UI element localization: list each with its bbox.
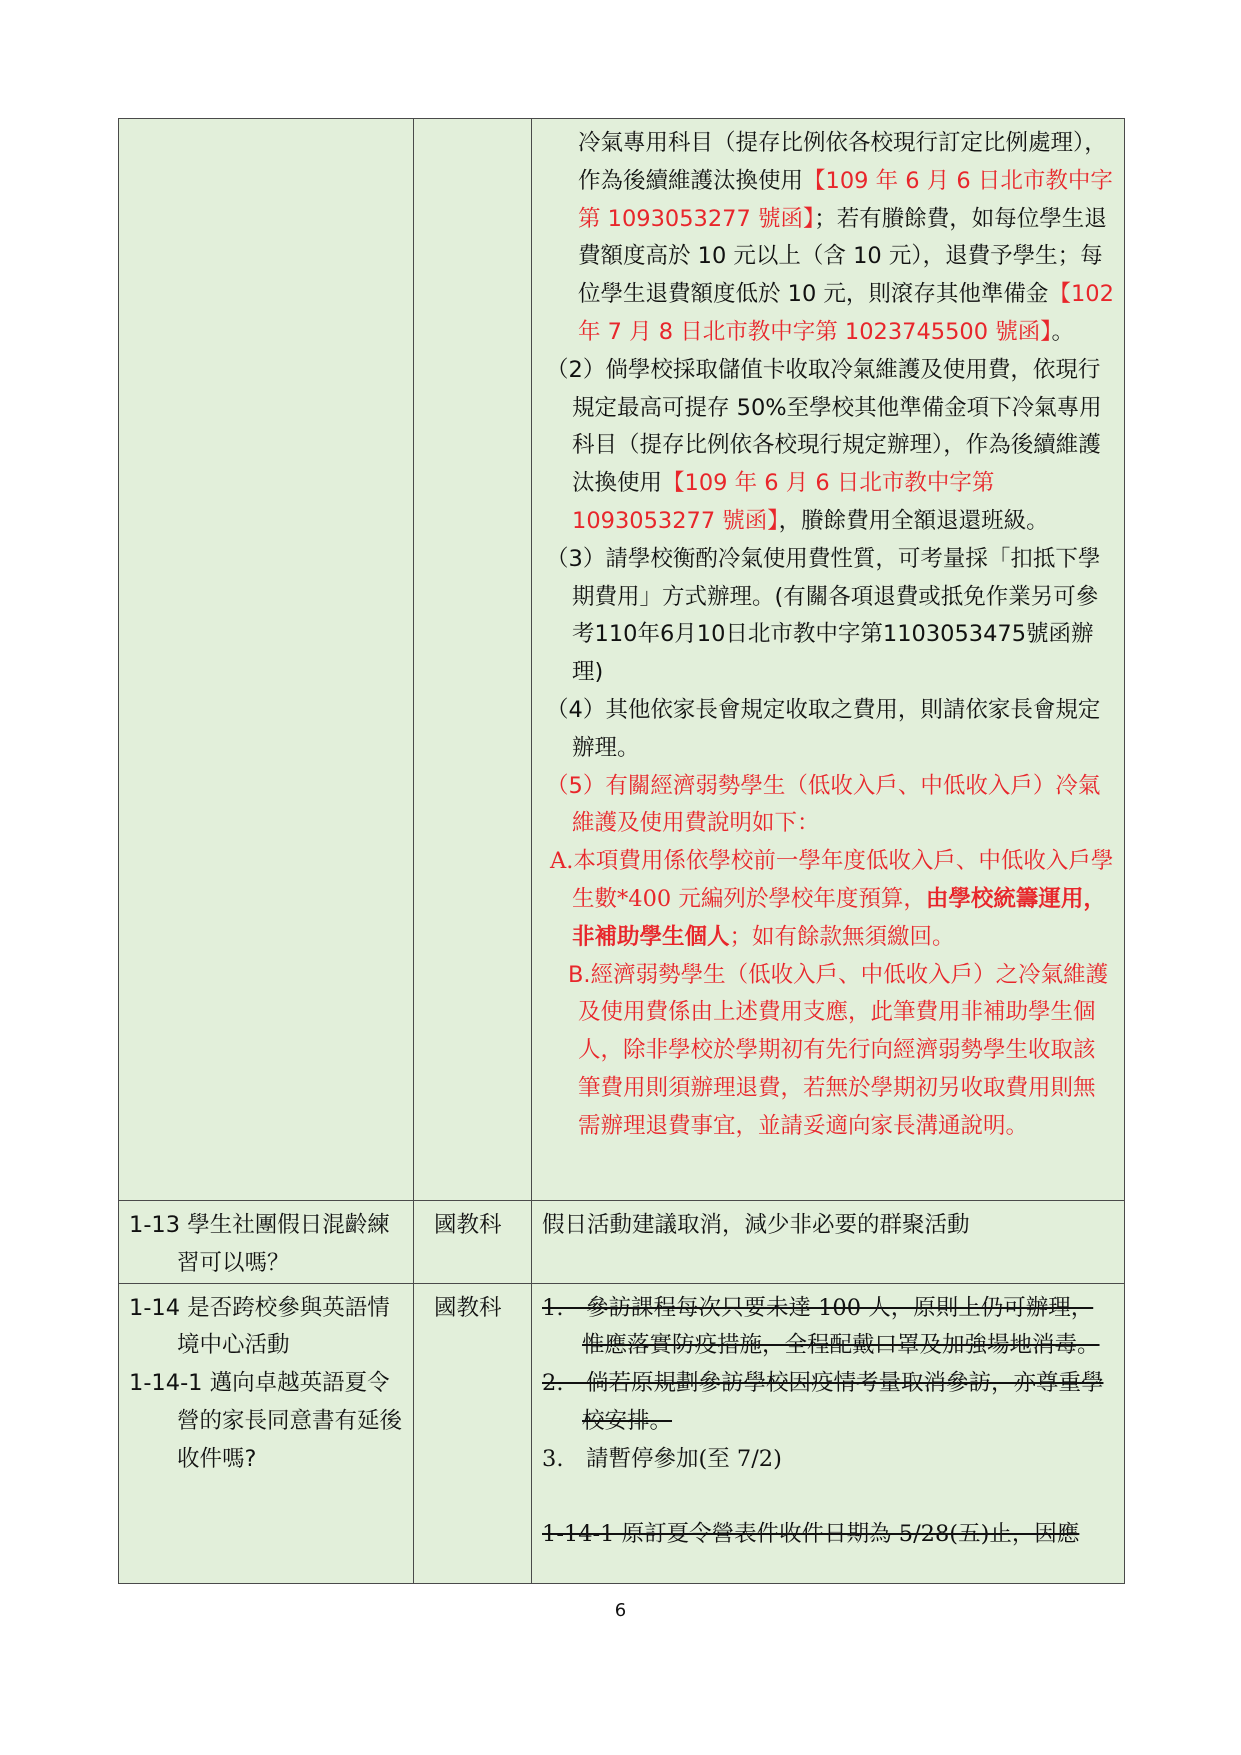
- item-4: （4）其他依家長會規定收取之費用，則請依家長會規定辦理。: [546, 696, 1101, 761]
- unit-label: 國教科: [434, 1294, 502, 1321]
- item-3: （3）請學校衡酌冷氣使用費性質，可考量採「扣抵下學期費用」方式辦理。(有關各項退費或抵免作業另可參考110年6月10日北市教中字第1103053475號函辦理): [546, 545, 1101, 686]
- answer-cell: [532, 1283, 1125, 1583]
- question-cell: [119, 119, 414, 1201]
- item-1-segment: 【109 年 6 月 6 日北市教中字第 1093053277 號函】: [578, 167, 1113, 232]
- question-1-13: 1-13 學生社團假日混齡練習可以嗎？: [129, 1212, 390, 1276]
- item-1-continued: [542, 125, 1114, 352]
- item-1-segment: ；若有賸餘費，如每位學生退費額度高於 10 元以上（含 10 元），退費予學生；每位學生退費額度低於 10 元，則滾存其他準備金: [578, 205, 1107, 308]
- unit-cell: [414, 1283, 532, 1583]
- item-2: [542, 352, 1114, 541]
- item-2-segment: 【109 年 6 月 6 日北市教中字第 1093053277 號函】: [572, 470, 995, 534]
- table-row: [119, 1201, 1125, 1284]
- answer-cell: [532, 119, 1125, 1201]
- item-5a-segment: ；如有餘款無須繳回。: [729, 923, 955, 950]
- item-2-segment: （2）倘學校採取儲值卡收取冷氣維護及使用費，依現行規定最高可提存 50%至學校其他準備金項下冷氣專用科目（提存比例依各校現行規定辦理），作為後續維護汰換使用: [546, 356, 1102, 497]
- question-1-14: 1-14 是否跨校參與英語情境中心活動: [129, 1294, 390, 1359]
- unit-cell: [414, 119, 532, 1201]
- answer-1-14-1: 1-14-1 原訂夏令營表件收件日期為 5/28(五)止，因應: [542, 1520, 1080, 1547]
- answer-1-13: 假日活動建議取消，減少非必要的群聚活動: [542, 1212, 970, 1238]
- unit-cell: [414, 1201, 532, 1284]
- item-5a-segment: 由學校統籌運用，非補助學生個人: [572, 885, 1106, 950]
- item-5: （5）有關經濟弱勢學生（低收入戶、中低收入戶）冷氣維護及使用費說明如下：: [546, 772, 1101, 837]
- item-5a-segment: A.本項費用係依學校前一學年度低收入戶、中低收入戶學生數*400 元編列於學校年度預算，: [550, 848, 1114, 912]
- item-1-segment: 。: [1051, 318, 1074, 345]
- table-row: [119, 119, 1125, 1201]
- item-1-segment: 冷氣專用科目（提存比例依各校現行訂定比例處理），作為後續維護汰換使用: [578, 130, 1107, 194]
- answer-item-2: 2. 倘若原規劃參訪學校因疫情考量取消參訪，亦尊重學校安排。: [542, 1370, 1104, 1434]
- faq-table: [118, 118, 1125, 1584]
- question-cell: [119, 1201, 414, 1284]
- question-1-14-1: 1-14-1 邁向卓越英語夏令營的家長同意書有延後收件嗎?: [129, 1370, 403, 1472]
- answer-item-1: 1. 參訪課程每次只要未達 100 人，原則上仍可辦理，惟應落實防疫措施，全程配戴口罩及加強場地消毒。: [542, 1294, 1100, 1359]
- item-5b: B.經濟弱勢學生（低收入戶、中低收入戶）之冷氣維護及使用費係由上述費用支應，此筆費用非補助學生個人，除非學校於學期初有先行向經濟弱勢學生收取該筆費用則須辦理退費，若無於學期初另收取費用則無需辦理退費事宜，並請妥適向家長溝通說明。: [568, 961, 1109, 1139]
- unit-label: 國教科: [434, 1212, 502, 1238]
- item-2-segment: ，賸餘費用全額退還班級。: [778, 507, 1049, 534]
- answer-cell: [532, 1201, 1125, 1284]
- item-5a: [542, 843, 1114, 956]
- table-row: [119, 1283, 1125, 1583]
- item-1-segment: 【102 年 7 月 8 日北市教中字第 1023745500 號函】: [578, 281, 1114, 345]
- answer-item-3: 3. 請暫停參加(至 7/2): [542, 1445, 782, 1472]
- question-cell: [119, 1283, 414, 1583]
- page-number: 6: [614, 1600, 627, 1621]
